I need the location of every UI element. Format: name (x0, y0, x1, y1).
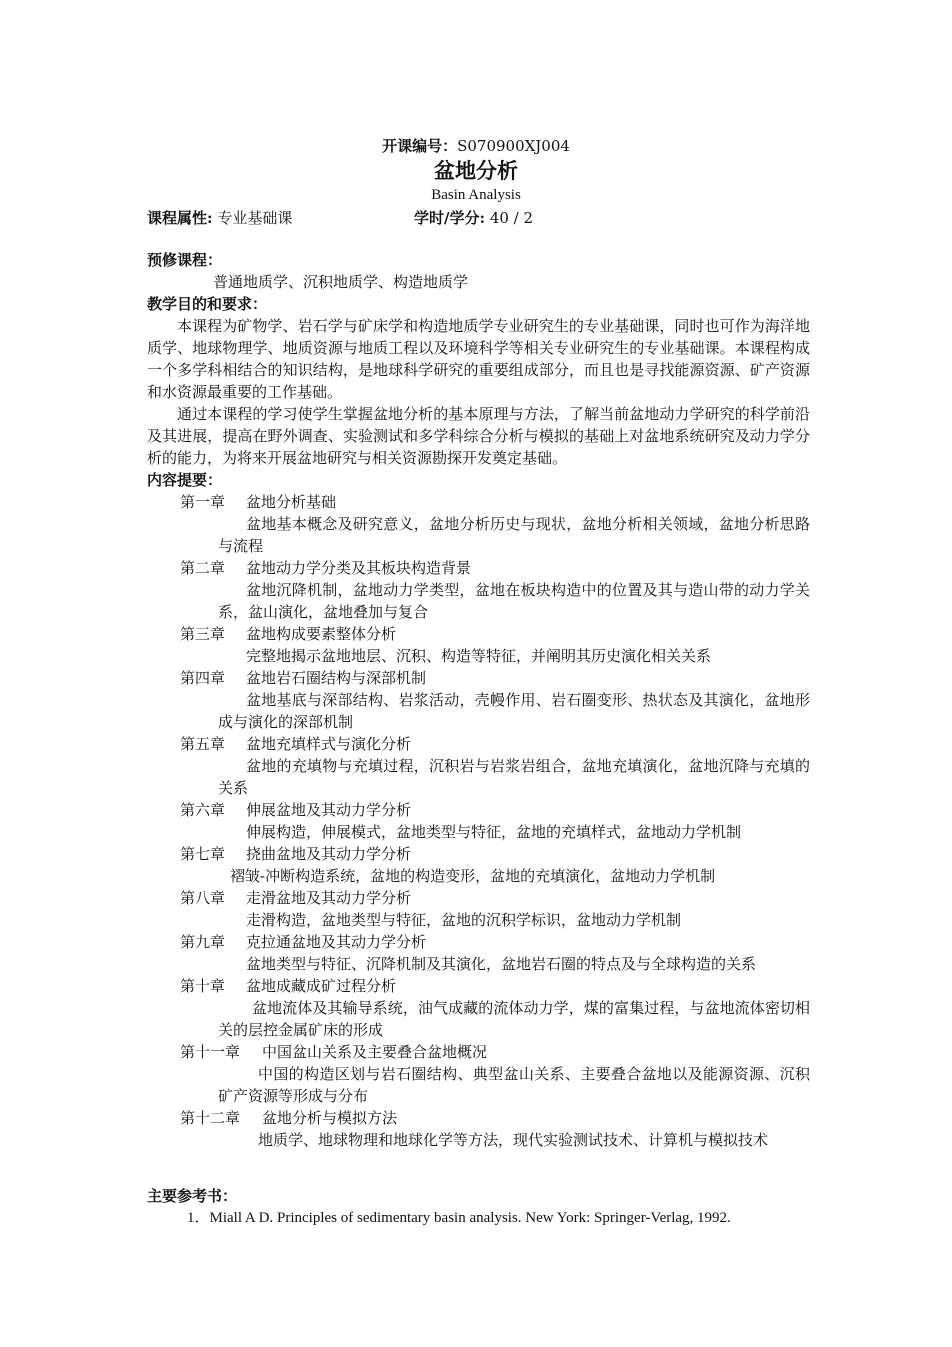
chapter-number: 第十章 (180, 977, 226, 995)
goals-paragraph-1: 本课程为矿物学、岩石学与矿床学和构造地质学专业研究生的专业基础课，同时也可作为海洋地质学、地球物理学、地质资源与地质工程以及环境科学等相关专业研究生的专业基础课。本课程构成一个多学科相结合的知识结构，是地球科学研究的重要组成部分，而且也是寻找能源资源、矿产资源和水资源最重要的工作基础。 (147, 317, 810, 401)
contents-heading: 内容提要： (147, 471, 223, 489)
chapter-10-desc: 盆地流体及其输导系统，油气成藏的流体动力学，煤的富集过程，与盆地流体密切相关的层控金属矿床的形成 (218, 999, 810, 1039)
chapter-number: 第六章 (180, 801, 226, 819)
chapter-number: 第十一章 (180, 1043, 241, 1061)
chapter-number: 第一章 (180, 493, 226, 511)
chapter-8 (180, 887, 411, 909)
course-hours (414, 207, 533, 229)
chapter-title: 盆地充填样式与演化分析 (246, 735, 412, 753)
chapter-4-desc: 盆地基底与深部结构、岩浆活动，壳幔作用、岩石圈变形、热状态及其演化，盆地形成与演化的深部机制 (218, 691, 810, 731)
chapter-title: 伸展盆地及其动力学分析 (246, 801, 412, 819)
goals-paragraph-2: 通过本课程的学习使学生掌握盆地分析的基本原理与方法，了解当前盆地动力学研究的科学前沿及其进展，提高在野外调查、实验测试和多学科综合分析与模拟的基础上对盆地系统研究及动力学分析的能力，为将来开展盆地研究与相关资源勘探开发奠定基础。 (147, 405, 810, 467)
chapter-title: 克拉通盆地及其动力学分析 (246, 933, 427, 951)
prereq-heading: 预修课程： (147, 251, 223, 269)
chapter-number: 第七章 (180, 845, 226, 863)
chapter-1 (180, 491, 336, 513)
chapter-title: 盆地构成要素整体分析 (246, 625, 397, 643)
chapter-5-desc: 盆地的充填物与充填过程，沉积岩与岩浆岩组合，盆地充填演化，盆地沉降与充填的关系 (218, 757, 810, 797)
chapter-11-desc: 中国的构造区划与岩石圈结构、典型盆山关系、主要叠合盆地以及能源资源、沉积矿产资源等形成与分布 (218, 1065, 810, 1105)
chapter-9-desc: 盆地类型与特征、沉降机制及其演化，盆地岩石圈的特点及与全球构造的关系 (246, 955, 757, 973)
chapter-number: 第五章 (180, 735, 226, 753)
chapter-number: 第三章 (180, 625, 226, 643)
goals-heading: 教学目的和要求： (147, 295, 268, 313)
course-code (0, 135, 952, 157)
chapter-title: 中国盆山关系及主要叠合盆地概况 (262, 1043, 488, 1061)
references-heading: 主要参考书： (147, 1187, 238, 1205)
chapter-title: 盆地分析与模拟方法 (262, 1109, 398, 1127)
chapter-11 (180, 1041, 487, 1063)
chapter-2 (180, 557, 471, 579)
chapter-title: 盆地动力学分类及其板块构造背景 (246, 559, 472, 577)
chapter-title: 走滑盆地及其动力学分析 (246, 889, 412, 907)
chapter-title: 挠曲盆地及其动力学分析 (246, 845, 412, 863)
course-title: 盆地分析 (434, 158, 518, 183)
course-hours-value: 40 / 2 (489, 209, 534, 227)
chapter-9 (180, 931, 426, 953)
chapter-5 (180, 733, 411, 755)
course-attribute-label: 课程属性: (147, 209, 213, 227)
chapter-12-desc: 地质学、地球物理和地球化学等方法，现代实验测试技术、计算机与模拟技术 (258, 1131, 769, 1149)
course-code-label: 开课编号： (382, 137, 458, 155)
chapter-number: 第四章 (180, 669, 226, 687)
chapter-3-desc: 完整地揭示盆地地层、沉积、构造等特征，并阐明其历史演化相关关系 (246, 647, 712, 665)
chapter-3 (180, 623, 396, 645)
chapter-12 (180, 1107, 397, 1129)
chapter-2-desc: 盆地沉降机制，盆地动力学类型，盆地在板块构造中的位置及其与造山带的动力学关系，盆山演化，盆地叠加与复合 (218, 581, 810, 621)
chapter-title: 盆地分析基础 (246, 493, 337, 511)
chapter-title: 盆地成藏成矿过程分析 (246, 977, 397, 995)
prereq-text: 普通地质学、沉积地质学、构造地质学 (213, 273, 469, 291)
chapter-number: 第九章 (180, 933, 226, 951)
chapter-6 (180, 799, 411, 821)
chapter-number: 第八章 (180, 889, 226, 907)
course-attribute (147, 207, 292, 229)
course-code-value: S070900XJ004 (457, 137, 570, 155)
chapter-1-desc: 盆地基本概念及研究意义，盆地分析历史与现状，盆地分析相关领域，盆地分析思路与流程 (218, 515, 810, 555)
course-title-en: Basin Analysis (431, 187, 521, 203)
chapter-number: 第二章 (180, 559, 226, 577)
chapter-8-desc: 走滑构造，盆地类型与特征，盆地的沉积学标识，盆地动力学机制 (246, 911, 682, 929)
reference-item: 1．Miall A D. Principles of sedimentary basin analysis. New York: Springer-Verlag, 1992. (187, 1210, 731, 1226)
chapter-7 (180, 843, 411, 865)
chapter-number: 第十二章 (180, 1109, 241, 1127)
course-hours-label: 学时/学分: (414, 209, 486, 227)
course-attribute-value: 专业基础课 (217, 209, 293, 227)
chapter-4 (180, 667, 426, 689)
chapter-6-desc: 伸展构造，伸展模式，盆地类型与特征，盆地的充填样式，盆地动力学机制 (246, 823, 742, 841)
chapter-10 (180, 975, 396, 997)
chapter-title: 盆地岩石圈结构与深部机制 (246, 669, 427, 687)
chapter-7-desc: 褶皱-冲断构造系统，盆地的构造变形，盆地的充填演化，盆地动力学机制 (230, 867, 716, 885)
